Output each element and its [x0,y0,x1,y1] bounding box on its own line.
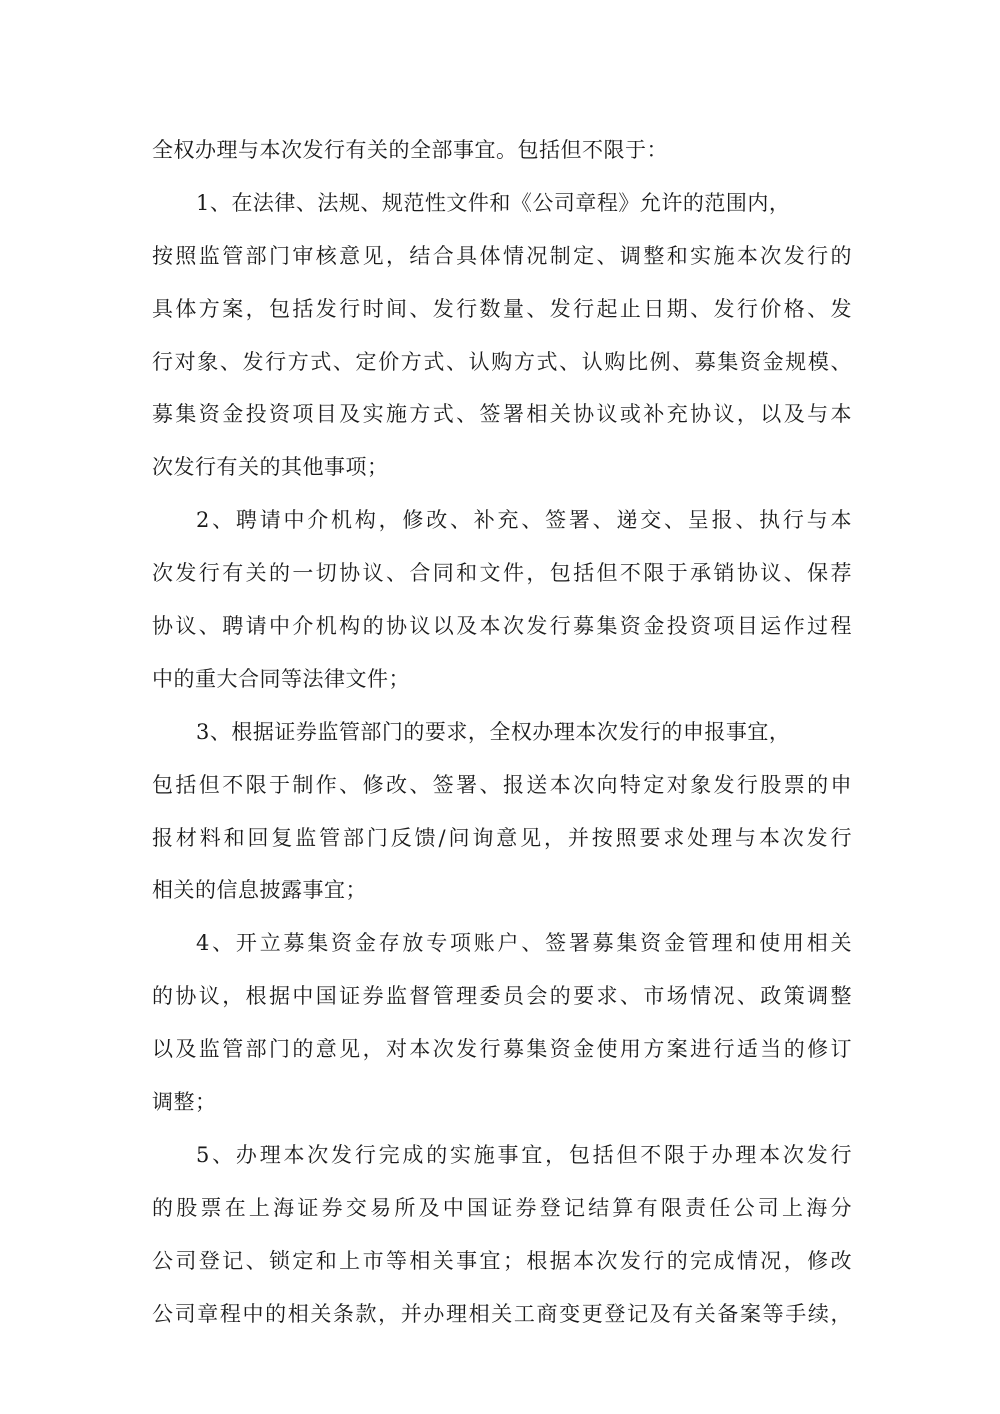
text-line: 按照监管部门审核意见，结合具体情况制定、调整和实施本次发行的 [152,243,852,268]
text-line: 中的重大合同等法律文件； [152,666,410,691]
text-line: 的协议，根据中国证券监督管理委员会的要求、市场情况、政策调整 [152,984,852,1009]
text-line: 次发行有关的一切协议、合同和文件，包括但不限于承销协议、保荐 [152,561,852,586]
text-line: 募集资金投资项目及实施方式、签署相关协议或补充协议，以及与本 [152,402,852,427]
text-line: 以及监管部门的意见，对本次发行募集资金使用方案进行适当的修订 [152,1037,852,1062]
text-line: 5、办理本次发行完成的实施事宜，包括但不限于办理本次发行 [196,1142,852,1167]
text-line: 协议、聘请中介机构的协议以及本次发行募集资金投资项目运作过程 [152,614,852,639]
text-line: 的股票在上海证券交易所及中国证券登记结算有限责任公司上海分 [152,1195,852,1220]
text-line: 公司登记、锁定和上市等相关事宜；根据本次发行的完成情况，修改 [152,1248,852,1273]
text-line: 具体方案，包括发行时间、发行数量、发行起止日期、发行价格、发 [152,296,852,321]
text-line: 相关的信息披露事宜； [152,878,367,903]
text-line: 2、聘请中介机构，修改、补充、签署、递交、呈报、执行与本 [196,508,852,533]
text-line: 包括但不限于制作、修改、签署、报送本次向特定对象发行股票的申 [152,772,852,797]
text-line: 报材料和回复监管部门反馈/问询意见，并按照要求处理与本次发行 [152,825,852,850]
text-line: 行对象、发行方式、定价方式、认购方式、认购比例、募集资金规模、 [152,349,852,374]
document-body [152,124,852,1340]
text-line: 4、开立募集资金存放专项账户、签署募集资金管理和使用相关 [196,931,852,956]
text-line: 公司章程中的相关条款，并办理相关工商变更登记及有关备案等手续， [152,1301,852,1326]
text-line: 次发行有关的其他事项； [152,455,389,480]
text-line: 调整； [152,1090,217,1115]
text-line: 1、在法律、法规、规范性文件和《公司章程》允许的范围内， [196,190,791,215]
text-line: 3、根据证券监管部门的要求，全权办理本次发行的申报事宜， [196,719,791,744]
text-line: 全权办理与本次发行有关的全部事宜。包括但不限于： [152,138,668,162]
